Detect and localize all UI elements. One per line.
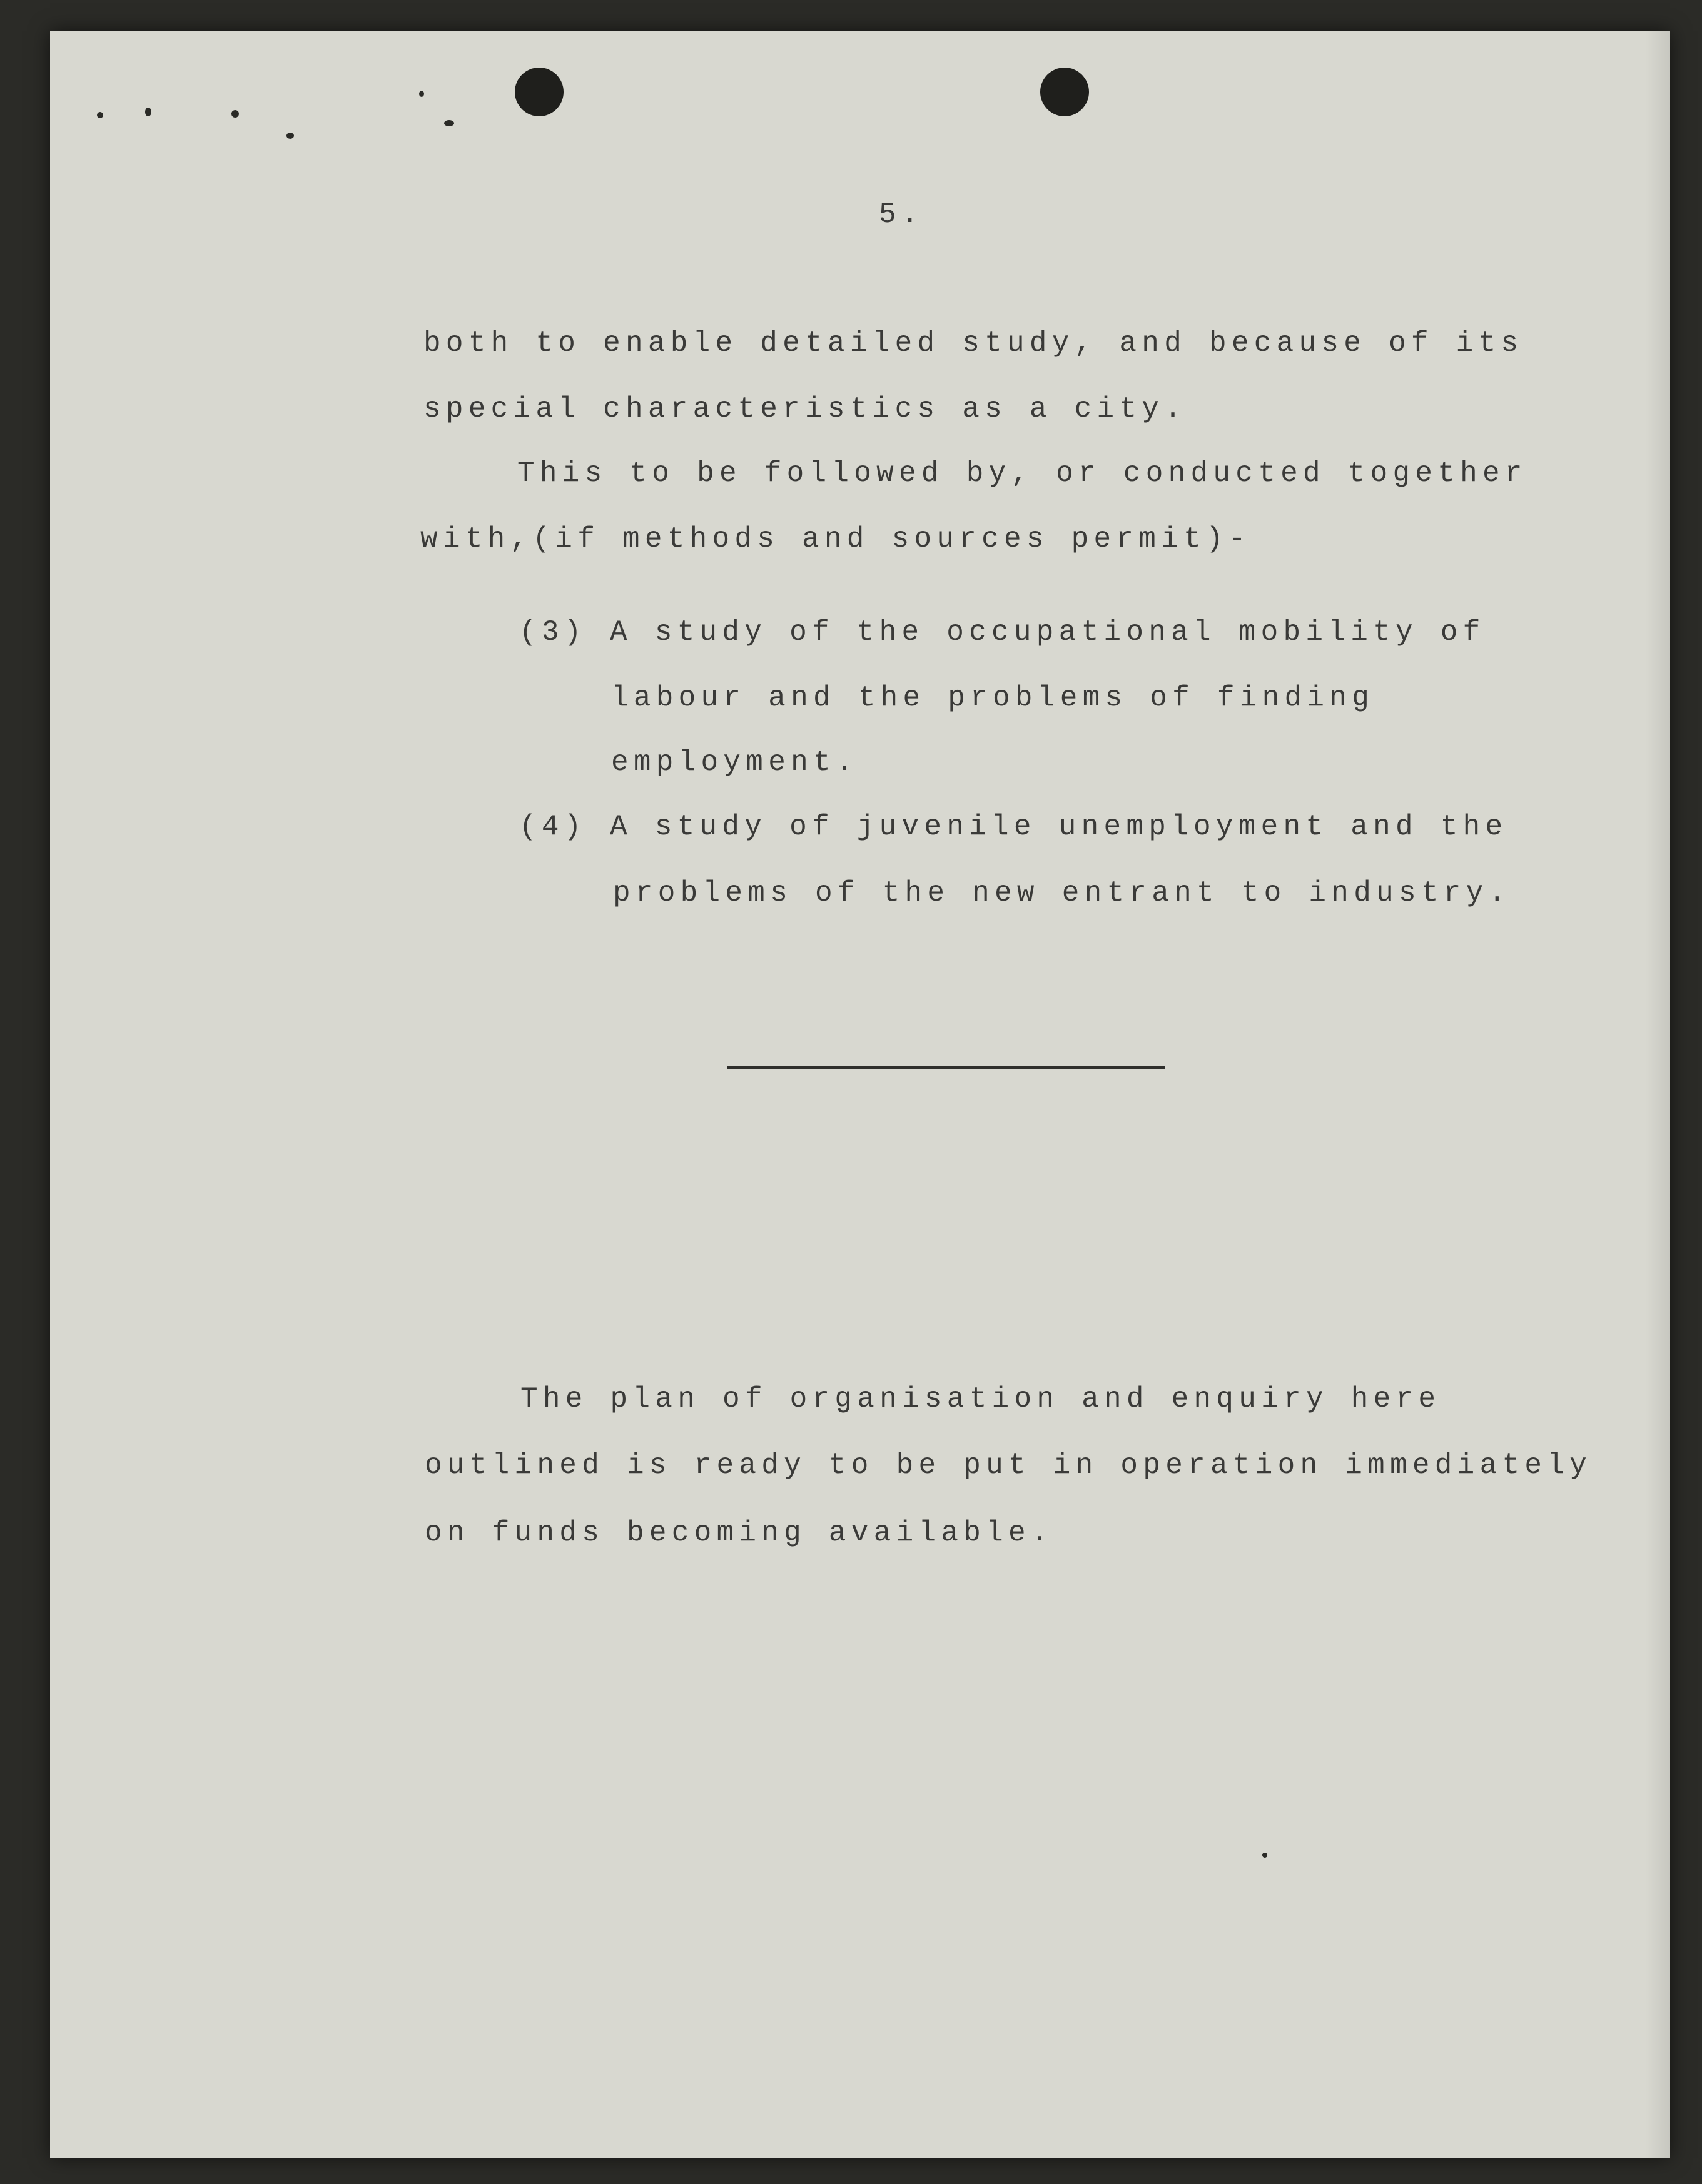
ink-speck: [444, 120, 454, 126]
horizontal-rule: [727, 1066, 1165, 1069]
list-item-line: A study of juvenile unemployment and the: [610, 811, 1508, 843]
list-item-line: labour and the problems of finding: [611, 682, 1375, 714]
body-line: This to be followed by, or conducted together: [517, 457, 1527, 490]
body-line: with,(if methods and sources permit)-: [420, 523, 1251, 555]
list-item-line: A study of the occupational mobility of: [610, 616, 1486, 649]
ink-speck: [145, 108, 151, 116]
punch-hole-right: [1040, 68, 1089, 116]
closing-line: The plan of organisation and enquiry here: [520, 1383, 1441, 1415]
ink-speck: [231, 110, 239, 118]
list-item-line: problems of the new entrant to industry.: [613, 877, 1511, 909]
page-edge-shadow: [1645, 31, 1670, 2158]
list-marker: (3): [519, 616, 587, 649]
ink-speck: [97, 112, 103, 118]
closing-line: on funds becoming available.: [425, 1517, 1053, 1549]
body-line: both to enable detailed study, and because of its: [423, 327, 1524, 360]
ink-speck: [419, 91, 424, 97]
body-line: special characteristics as a city.: [423, 393, 1187, 425]
document-page: [50, 31, 1670, 2158]
ink-speck: [1262, 1853, 1267, 1858]
page-number: 5.: [879, 198, 924, 231]
list-marker: (4): [519, 811, 587, 843]
punch-hole-left: [515, 68, 564, 116]
closing-line: outlined is ready to be put in operation immediately: [425, 1449, 1592, 1482]
ink-speck: [286, 133, 294, 139]
list-item-line: employment.: [611, 746, 858, 779]
